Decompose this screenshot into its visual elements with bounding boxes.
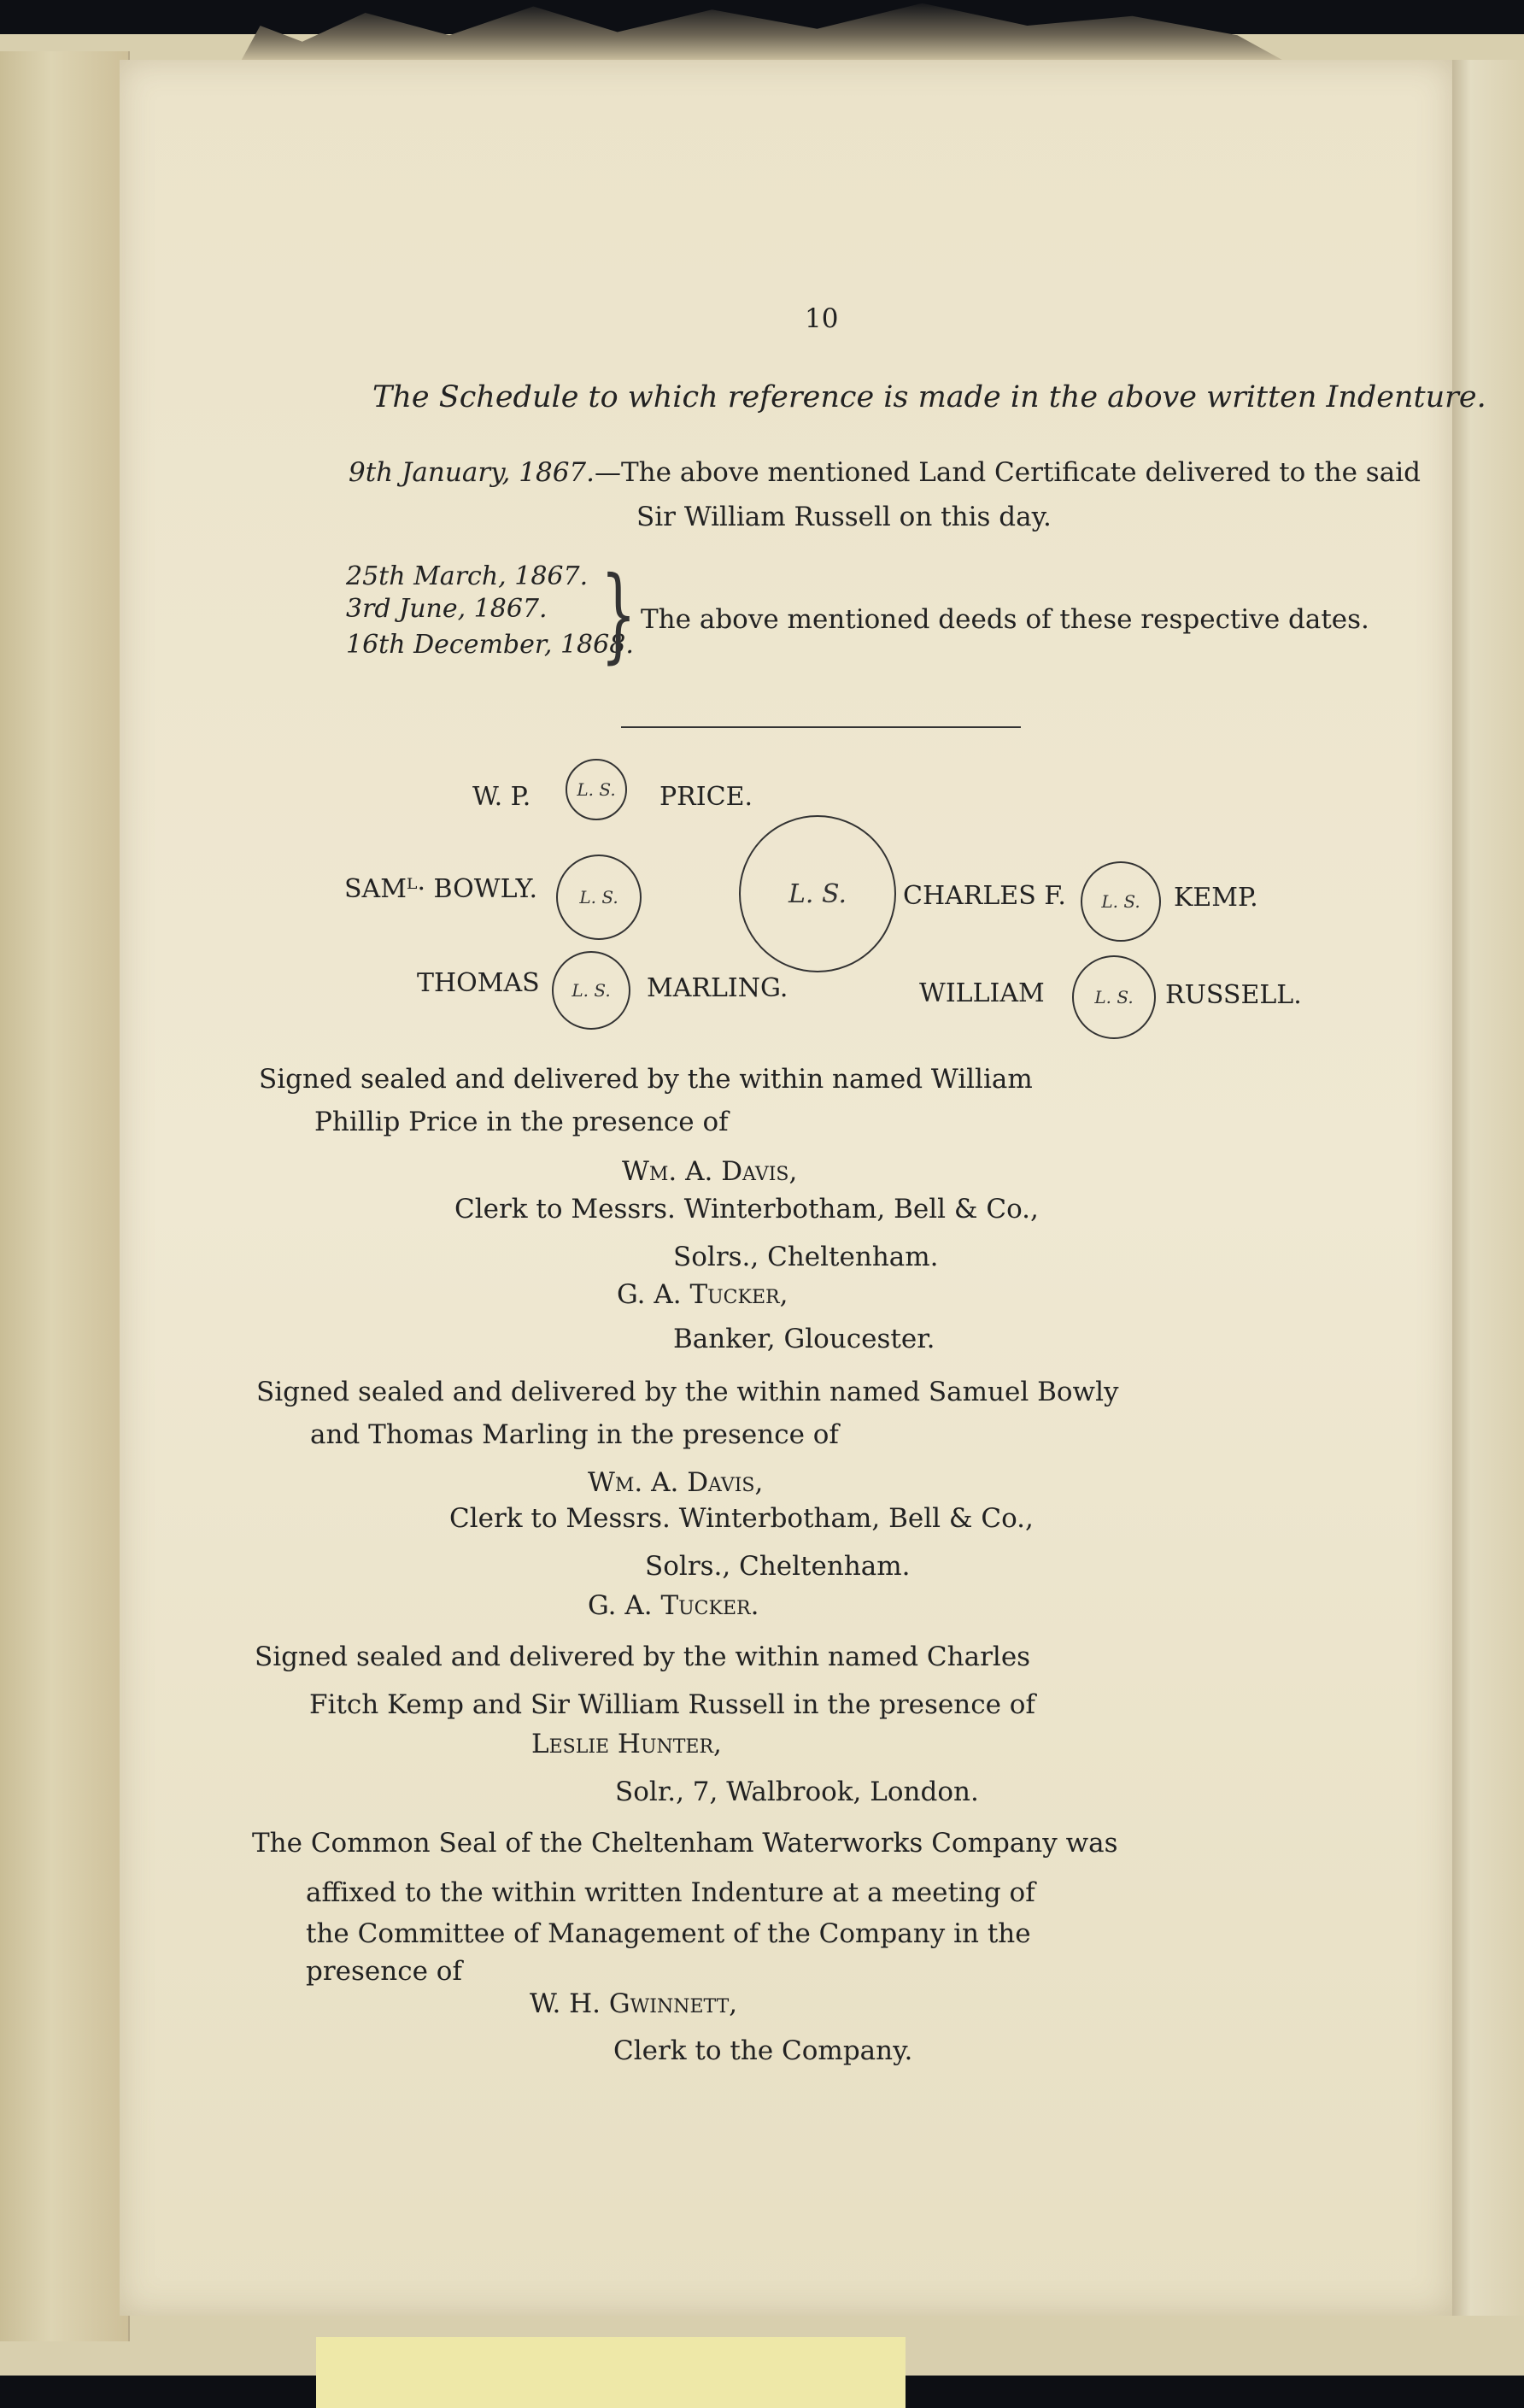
attestation-1-witness-3: Solrs., Cheltenham. <box>673 1242 939 1272</box>
certificate-date: 9th January, 1867. <box>349 457 595 488</box>
certificate-entry <box>349 457 1421 488</box>
attestation-1-witness-4: G. A. Tucker, <box>617 1279 788 1310</box>
seal-kemp: L. S. <box>1081 861 1161 942</box>
schedule-heading: The Schedule to which reference is made in the above written Indenture. <box>372 380 1486 414</box>
signatory-bowly: SAMᴸ· BOWLY. <box>344 874 538 904</box>
common-seal-line3: the Committee of Management of the Company in the <box>306 1918 1031 1949</box>
certificate-text-line1: —The above mentioned Land Certificate delivered to the said <box>595 457 1421 488</box>
signatory-marling-last: MARLING. <box>647 973 788 1003</box>
signatory-kemp-last: KEMP. <box>1174 883 1258 913</box>
bottom-tab <box>316 2337 906 2408</box>
seal-russell: L. S. <box>1072 955 1156 1039</box>
torn-top-edge <box>239 0 1290 64</box>
attestation-2-witness-2: Clerk to Messrs. Winterbotham, Bell & Co., <box>449 1503 1034 1534</box>
attestation-2-witness-3: Solrs., Cheltenham. <box>645 1551 911 1582</box>
attestation-2-line1: Signed sealed and delivered by the within named Samuel Bowly <box>256 1377 1119 1407</box>
certificate-text-line2: Sir William Russell on this day. <box>636 502 1052 532</box>
signatory-marling-first: THOMAS <box>417 968 540 998</box>
seal-bowly: L. S. <box>556 855 642 940</box>
signatory-russell-first: WILLIAM <box>919 978 1045 1008</box>
brace-glyph: } <box>601 555 636 674</box>
deed-date-3: 16th December, 1868. <box>346 630 634 660</box>
attestation-3-witness-2: Solr., 7, Walbrook, London. <box>615 1777 979 1807</box>
common-seal-witness-2: Clerk to the Company. <box>613 2035 913 2066</box>
deed-date-1: 25th March, 1867. <box>346 561 589 591</box>
deed-date-2: 3rd June, 1867. <box>346 594 548 624</box>
page-stack-left-edge <box>0 51 130 2341</box>
attestation-2-line2: and Thomas Marling in the presence of <box>310 1419 839 1450</box>
attestation-1-line2: Phillip Price in the presence of <box>314 1107 729 1137</box>
attestation-1-witness-2: Clerk to Messrs. Winterbotham, Bell & Co., <box>454 1194 1039 1225</box>
deed-note: The above mentioned deeds of these respective dates. <box>641 604 1369 635</box>
attestation-3-line1: Signed sealed and delivered by the within named Charles <box>255 1642 1031 1672</box>
page-number: 10 <box>805 303 839 334</box>
attestation-2-witness-1: Wm. A. Davis, <box>588 1467 764 1498</box>
signatory-price-last: PRICE. <box>659 782 753 812</box>
common-seal-line2: affixed to the within written Indenture at a meeting of <box>306 1877 1035 1908</box>
signatory-kemp-first: CHARLES F. <box>903 881 1066 911</box>
common-seal-line1: The Common Seal of the Cheltenham Waterworks Company was <box>252 1828 1118 1859</box>
signatory-price-first: W. P. <box>472 782 531 812</box>
common-seal-line4: presence of <box>306 1956 462 1987</box>
common-seal-witness-1: W. H. Gwinnett, <box>530 1988 738 2019</box>
attestation-3-witness-1: Leslie Hunter, <box>531 1729 722 1759</box>
separator-rule <box>621 726 1021 728</box>
common-seal-circle: L. S. <box>739 815 896 972</box>
attestation-2-witness-4: G. A. Tucker. <box>588 1590 759 1621</box>
attestation-1-witness-5: Banker, Gloucester. <box>673 1324 935 1354</box>
seal-price: L. S. <box>566 759 627 820</box>
attestation-3-line2: Fitch Kemp and Sir William Russell in the presence of <box>309 1689 1035 1720</box>
attestation-1-line1: Signed sealed and delivered by the within named William <box>259 1064 1033 1095</box>
signatory-russell-last: RUSSELL. <box>1165 980 1302 1010</box>
seal-marling: L. S. <box>552 951 630 1030</box>
attestation-1-witness-1: Wm. A. Davis, <box>622 1156 798 1187</box>
